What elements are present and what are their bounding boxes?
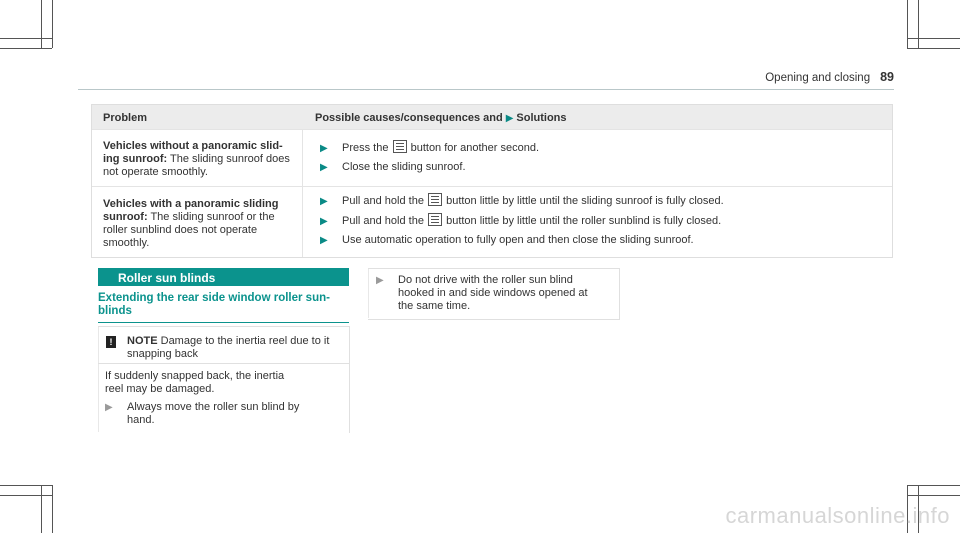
table-row [92,186,892,257]
problem-cell: Vehicles with a panoramic sliding sunroof: The sliding sunroof or the roller sunblind does not operate smoothly. [103,198,279,249]
note-divider [98,363,349,364]
arrow-right-icon: ▶ [105,402,113,413]
note-action: ▶ Always move the roller sun blind by hand. [105,401,300,426]
crop-mark [41,0,42,48]
solution-step: ▶ Use automatic operation to fully open and then close the sliding sunroof. [320,234,694,246]
arrow-right-icon: ▶ [320,216,328,227]
arrow-right-icon: ▶ [320,162,328,173]
watermark: carmanualsonline.info [725,503,950,528]
note-heading: NOTE Damage to the inertia reel due to it snapping back [127,335,330,360]
note-box [98,326,350,433]
col-problem: Problem [103,112,148,124]
crop-mark [41,485,42,533]
sunroof-button-icon [428,213,442,226]
warning-icon: ! [106,336,116,348]
arrow-right-icon: ▶ [505,113,514,124]
crop-mark [0,495,52,496]
crop-mark [918,0,919,48]
crop-mark [907,48,960,49]
crop-mark [52,485,53,533]
troubleshooting-table [91,104,893,258]
header-rule [78,89,894,90]
tip-box [368,268,620,320]
solution-step: ▶ Pull and hold the button little by little until the sliding sunroof is fully closed. [320,195,724,207]
page-number: 89 [880,70,894,84]
table-row [92,129,892,186]
note-body: If suddenly snapped back, the inertia reel may be damaged. [105,370,285,395]
running-header [765,70,894,84]
crop-mark [907,38,960,39]
crop-mark [907,495,960,496]
cell-divider [302,130,303,186]
crop-mark [907,485,960,486]
tip-item: ▶ Do not drive with the roller sun blind hooked in and side windows opened at the same time. [376,274,588,312]
solution-step: ▶ Press the button for another second. [320,142,540,154]
sunroof-button-icon [393,140,407,153]
col-solutions: Possible causes/consequences and ▶ Solutions [315,112,567,124]
arrow-right-icon: ▶ [320,196,328,207]
table-header [92,105,892,129]
crop-mark [0,485,52,486]
arrow-right-icon: ▶ [320,143,328,154]
solution-step: ▶ Pull and hold the button little by little until the roller sunblind is fully closed. [320,215,722,227]
section-title: Roller sun blinds [118,271,216,285]
crop-mark [52,0,53,48]
header-section: Opening and closing [765,72,871,84]
arrow-right-icon: ▶ [376,275,384,286]
arrow-right-icon: ▶ [320,235,328,246]
solution-step: ▶ Close the sliding sunroof. [320,161,466,173]
crop-mark [0,48,52,49]
crop-mark [907,0,908,48]
problem-cell: Vehicles without a panoramic slid- ing sunroof: The sliding sunroof does not operate smoothly. [103,140,290,178]
section-title-bar [98,268,349,286]
section-subtitle: Extending the rear side window roller sun- blinds [98,292,349,323]
sunroof-button-icon [428,193,442,206]
crop-mark [0,38,52,39]
cell-divider [302,187,303,257]
